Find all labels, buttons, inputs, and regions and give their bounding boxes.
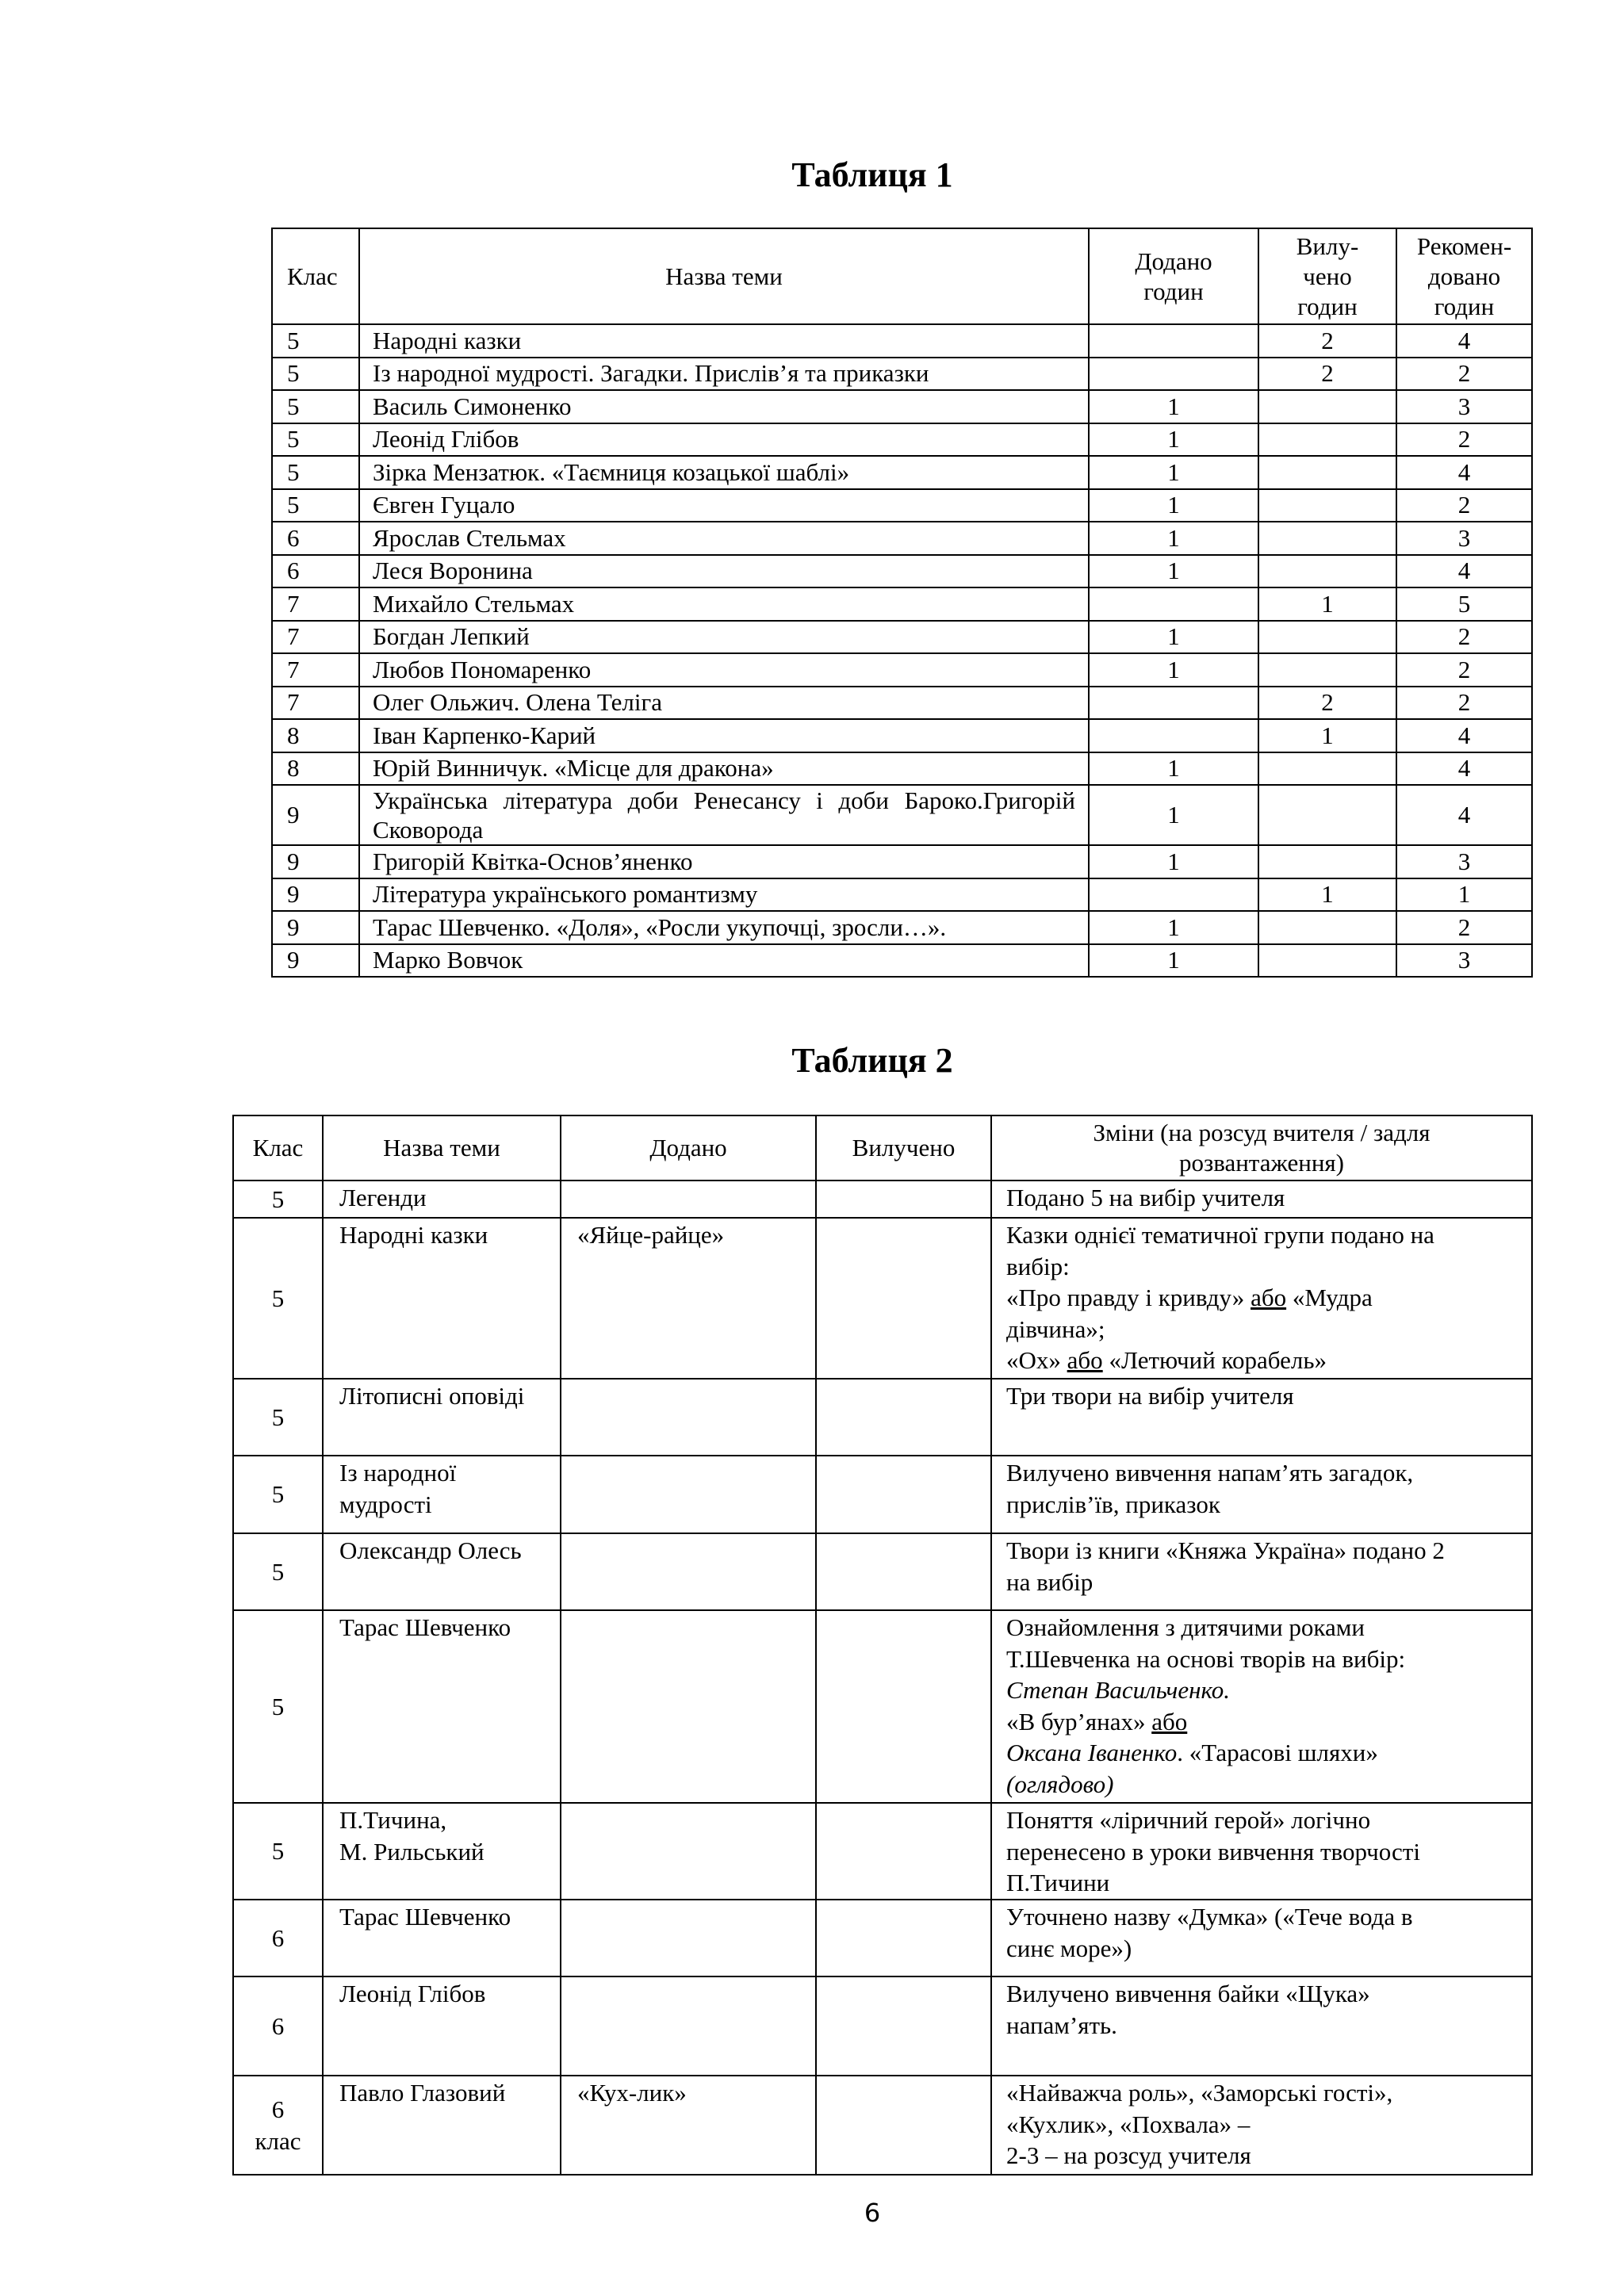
table-row [233,1379,1532,1456]
cell-topic: Іван Карпенко-Карий [359,719,1089,752]
cell-topic: Легенди [323,1181,561,1218]
cell-class: 5 [272,358,359,391]
cell-topic: Павло Глазовий [323,2076,561,2175]
table-row [272,911,1532,944]
cell-class: 9 [272,911,359,944]
cell-added [1089,587,1258,621]
cell-added: 1 [1089,785,1258,845]
cell-added [1089,878,1258,912]
changes-line: Поняття «ліричний герой» логічно [1006,1806,1371,1834]
header-changes-line: розвантаження) [1178,1149,1345,1177]
cell-recommended: 4 [1396,752,1532,786]
cell-class: 7 [272,587,359,621]
changes-line: Подано 5 на вибір учителя [1006,1184,1285,1211]
changes-line: Твори із книги «Княжа Україна» подано 2 [1006,1536,1445,1564]
header-removed-line: чено [1303,262,1352,290]
table-row [272,358,1532,391]
cell-topic: Олександр Олесь [323,1533,561,1610]
changes-line: Казки однієї тематичної групи подано на [1006,1221,1434,1249]
cell-added: 1 [1089,456,1258,489]
cell-added [561,1976,816,2076]
cell-added [1089,324,1258,358]
cell-removed: 2 [1258,358,1396,391]
cell-removed [1258,390,1396,423]
cell-added [1089,687,1258,720]
cell-recommended: 2 [1396,687,1532,720]
table-row [233,1610,1532,1803]
cell-recommended: 3 [1396,845,1532,878]
cell-removed [1258,621,1396,654]
cell-removed [1258,456,1396,489]
cell-changes [991,1533,1532,1610]
cell-class: 5 [233,1379,323,1456]
cell-added: 1 [1089,944,1258,978]
changes-line [1006,1345,1523,1376]
changes-text: . «Тарасові шляхи» [1177,1739,1378,1766]
changes-line: (оглядово) [1006,1770,1114,1798]
cell-added [561,1456,816,1533]
cell-changes [991,1379,1532,1456]
changes-italic-text: Оксана Іваненко [1006,1739,1178,1766]
changes-underlined-text: або [1151,1707,1188,1735]
cell-added [561,1533,816,1610]
changes-text: «Летючий корабель» [1102,1346,1327,1374]
cell-changes [991,1218,1532,1379]
changes-text: «В бур’янах» [1006,1707,1152,1735]
cell-changes [991,1803,1532,1900]
table-row [272,785,1532,845]
cell-recommended: 4 [1396,456,1532,489]
cell-topic: Зірка Мензатюк. «Таємниця козацької шаблі» [359,456,1089,489]
cell-removed [816,1181,991,1218]
cell-class: 7 [272,653,359,687]
cell-added: 1 [1089,390,1258,423]
header-class: Клас [233,1115,323,1181]
table-row [272,752,1532,786]
cell-removed [1258,653,1396,687]
cell-class: 5 [272,324,359,358]
changes-line: Т.Шевченка на основі творів на вибір: [1006,1644,1406,1673]
cell-removed [1258,752,1396,786]
cell-class: 7 [272,687,359,720]
table-row [272,555,1532,588]
table-row [272,456,1532,489]
cell-topic: Олег Ольжич. Олена Теліга [359,687,1089,720]
cell-recommended: 3 [1396,522,1532,555]
cell-removed [1258,522,1396,555]
header-removed: Вилучено [816,1115,991,1181]
changes-line: на вибір [1006,1567,1094,1596]
cell-topic: Українська література доби Ренесансу і доби Бароко.Григорій Сковорода [359,785,1089,845]
header-topic: Назва теми [323,1115,561,1181]
cell-removed: 2 [1258,324,1396,358]
table-row [233,1218,1532,1379]
cell-removed [1258,785,1396,845]
header-changes [991,1115,1532,1181]
cell-changes [991,2076,1532,2175]
table-row [272,489,1532,522]
cell-changes [991,1181,1532,1218]
cell-removed [816,2076,991,2175]
table-row [272,621,1532,654]
cell-class [233,2076,323,2175]
cell-removed [1258,911,1396,944]
table-row [272,845,1532,878]
changes-line: Ознайомлення з дитячими роками [1006,1613,1365,1641]
cell-class: 5 [233,1533,323,1610]
cell-class: 6 [233,1900,323,1976]
changes-line [1006,1737,1523,1769]
cell-recommended: 1 [1396,878,1532,912]
cell-recommended: 2 [1396,358,1532,391]
cell-removed [816,1456,991,1533]
class-line: клас [255,2126,301,2155]
changes-line: «Кухлик», «Похвала» – [1006,2110,1251,2138]
cell-removed [1258,555,1396,588]
table-row [272,719,1532,752]
cell-removed [816,1900,991,1976]
cell-class: 6 [233,1976,323,2076]
cell-topic: Література українського романтизму [359,878,1089,912]
cell-added: «Яйце-райце» [561,1218,816,1379]
cell-topic: Юрій Винничук. «Місце для дракона» [359,752,1089,786]
changes-line: напам’ять. [1006,2011,1117,2039]
cell-class: 5 [233,1181,323,1218]
cell-removed [816,1218,991,1379]
header-added-line: годин [1143,277,1204,305]
table-row [233,1533,1532,1610]
cell-added: 1 [1089,653,1258,687]
cell-removed [1258,944,1396,978]
changes-line: вибір: [1006,1252,1070,1280]
cell-topic: Григорій Квітка-Основ’яненко [359,845,1089,878]
table-1-title: Таблиця 1 [791,155,953,194]
table-row [272,878,1532,912]
changes-line: синє море») [1006,1934,1132,1962]
cell-class: 6 [272,522,359,555]
cell-recommended: 2 [1396,911,1532,944]
cell-added: 1 [1089,845,1258,878]
cell-removed [1258,423,1396,457]
cell-removed [816,1976,991,2076]
cell-recommended: 3 [1396,390,1532,423]
cell-topic: Леонід Глібов [359,423,1089,457]
cell-added: 1 [1089,752,1258,786]
cell-added: «Кух-лик» [561,2076,816,2175]
cell-added: 1 [1089,555,1258,588]
cell-recommended: 4 [1396,324,1532,358]
changes-line: Степан Васильченко. [1006,1676,1231,1704]
header-recommended-line: Рекомен- [1416,232,1512,260]
cell-class: 5 [233,1218,323,1379]
cell-class: 5 [233,1456,323,1533]
cell-topic: Літописні оповіді [323,1379,561,1456]
cell-added [1089,719,1258,752]
topic-line: Із народної [339,1459,457,1487]
cell-recommended: 3 [1396,944,1532,978]
table-header-row [233,1115,1532,1181]
table-2 [232,1115,1533,2175]
cell-class: 9 [272,785,359,845]
class-line: 6 [271,2095,285,2123]
cell-class: 7 [272,621,359,654]
cell-class: 9 [272,944,359,978]
header-removed-line: годин [1297,292,1358,320]
header-class: Клас [272,228,359,324]
changes-line: Три твори на вибір учителя [1006,1382,1294,1410]
cell-topic: Із народної мудрості. Загадки. Прислів’я та приказки [359,358,1089,391]
changes-underlined-text: або [1067,1346,1103,1374]
cell-recommended: 2 [1396,621,1532,654]
changes-underlined-text: або [1251,1284,1287,1311]
header-recommended-line: годин [1434,292,1495,320]
changes-text: «Ох» [1006,1346,1067,1374]
cell-removed: 2 [1258,687,1396,720]
cell-topic: Леонід Глібов [323,1976,561,2076]
cell-added [561,1610,816,1803]
cell-recommended: 2 [1396,423,1532,457]
header-recommended-hours [1396,228,1532,324]
table-row [272,587,1532,621]
cell-topic: Народні казки [323,1218,561,1379]
cell-topic: Тарас Шевченко. «Доля», «Росли укупочці, зросли…». [359,911,1089,944]
cell-class: 5 [233,1803,323,1900]
cell-removed: 1 [1258,719,1396,752]
cell-removed [1258,489,1396,522]
changes-line: прислів’їв, приказок [1006,1490,1220,1518]
cell-class: 8 [272,752,359,786]
cell-changes [991,1456,1532,1533]
table-row [272,423,1532,457]
changes-line: 2-3 – на розсуд учителя [1006,2141,1251,2169]
table-row [233,2076,1532,2175]
cell-class: 5 [272,489,359,522]
table-row [233,1900,1532,1976]
changes-line: Вилучено вивчення байки «Щука» [1006,1980,1370,2007]
table-row [233,1976,1532,2076]
cell-class: 9 [272,878,359,912]
table-row [272,390,1532,423]
cell-topic: Михайло Стельмах [359,587,1089,621]
cell-topic: Тарас Шевченко [323,1900,561,1976]
table-row [233,1181,1532,1218]
table-row [272,687,1532,720]
cell-recommended: 4 [1396,719,1532,752]
table-row [272,944,1532,978]
header-added: Додано [561,1115,816,1181]
cell-class: 9 [272,845,359,878]
header-removed-line: Вилу- [1296,232,1359,260]
cell-removed [816,1610,991,1803]
cell-added: 1 [1089,489,1258,522]
table-1 [271,228,1533,978]
cell-topic: Любов Пономаренко [359,653,1089,687]
table-row [272,522,1532,555]
cell-added [561,1181,816,1218]
header-added-line: Додано [1135,247,1212,275]
cell-removed [816,1803,991,1900]
page-number: 6 [864,2198,881,2228]
cell-removed [1258,845,1396,878]
cell-added [1089,358,1258,391]
cell-added [561,1803,816,1900]
cell-recommended: 2 [1396,653,1532,687]
cell-topic: Василь Симоненко [359,390,1089,423]
cell-topic: Леся Воронина [359,555,1089,588]
cell-topic: Богдан Лепкий [359,621,1089,654]
changes-line: П.Тичини [1006,1869,1110,1896]
cell-recommended: 4 [1396,555,1532,588]
table-row [233,1803,1532,1900]
cell-class: 6 [272,555,359,588]
changes-line: Уточнено назву «Думка» («Тече вода в [1006,1903,1413,1931]
changes-line: «Найважча роль», «Заморські гості», [1006,2079,1393,2107]
changes-text: «Мудра [1286,1284,1373,1311]
cell-added [561,1379,816,1456]
header-topic: Назва теми [359,228,1089,324]
cell-class: 5 [272,456,359,489]
cell-topic [323,1456,561,1533]
cell-changes [991,1976,1532,2076]
header-recommended-line: довано [1427,262,1501,290]
cell-topic: Тарас Шевченко [323,1610,561,1803]
topic-line: мудрості [339,1490,432,1518]
header-changes-line: Зміни (на розсуд вчителя / задля [1093,1119,1431,1146]
cell-topic: Євген Гуцало [359,489,1089,522]
cell-changes [991,1610,1532,1803]
cell-removed [816,1533,991,1610]
cell-recommended: 5 [1396,587,1532,621]
changes-line [1006,1282,1523,1314]
changes-line: дівчина»; [1006,1314,1105,1343]
changes-line: перенесено в уроки вивчення творчості [1006,1837,1420,1866]
cell-topic: Ярослав Стельмах [359,522,1089,555]
table-row [272,653,1532,687]
cell-topic [323,1803,561,1900]
cell-recommended: 2 [1396,489,1532,522]
header-removed-hours [1258,228,1396,324]
cell-added: 1 [1089,911,1258,944]
cell-removed: 1 [1258,587,1396,621]
cell-added: 1 [1089,522,1258,555]
cell-topic: Народні казки [359,324,1089,358]
changes-line: Вилучено вивчення напам’ять загадок, [1006,1459,1414,1487]
header-added-hours [1089,228,1258,324]
cell-added: 1 [1089,621,1258,654]
cell-added: 1 [1089,423,1258,457]
cell-changes [991,1900,1532,1976]
changes-text: «Про правду і кривду» [1006,1284,1251,1311]
topic-line: П.Тичина, [339,1806,447,1834]
table-header-row [272,228,1532,324]
cell-class: 8 [272,719,359,752]
cell-class: 5 [272,390,359,423]
topic-line: М. Рильський [339,1837,485,1866]
table-row [272,324,1532,358]
cell-class: 5 [272,423,359,457]
table-2-title: Таблиця 2 [791,1041,953,1080]
cell-added [561,1900,816,1976]
cell-class: 5 [233,1610,323,1803]
cell-recommended: 4 [1396,785,1532,845]
cell-topic: Марко Вовчок [359,944,1089,978]
changes-line [1006,1706,1523,1738]
cell-removed [816,1379,991,1456]
table-row [233,1456,1532,1533]
cell-removed: 1 [1258,878,1396,912]
